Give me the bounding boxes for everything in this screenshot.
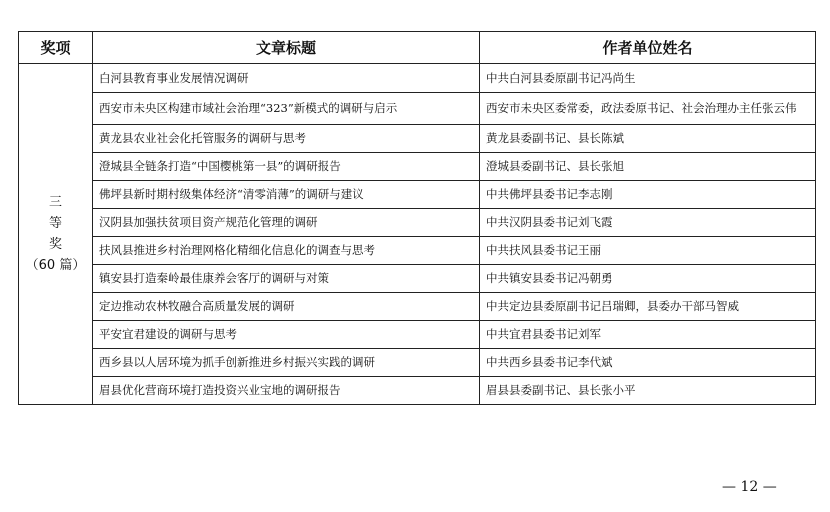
article-title: 镇安县打造秦岭最佳康养会客厅的调研与对策 xyxy=(93,265,480,293)
article-author: 中共宜君县委书记刘军 xyxy=(480,321,816,349)
article-title: 定边推动农林牧融合高质量发展的调研 xyxy=(93,293,480,321)
article-title: 白河县教育事业发展情况调研 xyxy=(93,64,480,93)
table-row xyxy=(19,349,816,377)
table-row xyxy=(19,321,816,349)
table-row xyxy=(19,153,816,181)
award-grade-cell xyxy=(19,64,93,405)
page-number: — 12 — xyxy=(722,479,777,495)
article-title: 西乡县以人居环境为抓手创新推进乡村振兴实践的调研 xyxy=(93,349,480,377)
article-author: 中共汉阴县委书记刘飞霞 xyxy=(480,209,816,237)
header-row xyxy=(19,32,816,64)
article-author: 眉县县委副书记、县长张小平 xyxy=(480,377,816,405)
header-award: 奖项 xyxy=(19,32,93,64)
article-author: 澄城县委副书记、县长张旭 xyxy=(480,153,816,181)
article-author: 西安市未央区委常委，政法委原书记、社会治理办主任张云伟 xyxy=(480,93,816,125)
article-title: 扶风县推进乡村治理网格化精细化信息化的调查与思考 xyxy=(93,237,480,265)
award-grade-line: 三 xyxy=(48,195,62,210)
article-title: 平安宜君建设的调研与思考 xyxy=(93,321,480,349)
article-title: 西安市未央区构建市域社会治理“323”新模式的调研与启示 xyxy=(93,93,480,125)
awards-table xyxy=(18,31,816,405)
article-title: 汉阴县加强扶贫项目资产规范化管理的调研 xyxy=(93,209,480,237)
award-count: （60 篇） xyxy=(25,258,86,273)
article-title: 黄龙县农业社会化托管服务的调研与思考 xyxy=(93,125,480,153)
article-author: 中共西乡县委书记李代斌 xyxy=(480,349,816,377)
table-row xyxy=(19,377,816,405)
header-title: 文章标题 xyxy=(93,32,480,64)
table-row xyxy=(19,64,816,93)
table-row xyxy=(19,265,816,293)
article-author: 黄龙县委副书记、县长陈斌 xyxy=(480,125,816,153)
article-author: 中共白河县委原副书记冯尚生 xyxy=(480,64,816,93)
article-title: 佛坪县新时期村级集体经济“清零消薄”的调研与建议 xyxy=(93,181,480,209)
header-author: 作者单位姓名 xyxy=(480,32,816,64)
award-grade-line: 等 xyxy=(48,216,62,231)
article-author: 中共扶风县委书记王丽 xyxy=(480,237,816,265)
table-row xyxy=(19,93,816,125)
article-author: 中共镇安县委书记冯朝勇 xyxy=(480,265,816,293)
article-title: 澄城县全链条打造“中国樱桃第一县”的调研报告 xyxy=(93,153,480,181)
table-row xyxy=(19,293,816,321)
award-grade-line: 奖 xyxy=(48,237,62,252)
table-row xyxy=(19,125,816,153)
article-title: 眉县优化营商环境打造投资兴业宝地的调研报告 xyxy=(93,377,480,405)
table-row xyxy=(19,209,816,237)
table-row xyxy=(19,181,816,209)
table-row xyxy=(19,237,816,265)
article-author: 中共佛坪县委书记李志刚 xyxy=(480,181,816,209)
article-author: 中共定边县委原副书记吕瑞卿，县委办干部马智威 xyxy=(480,293,816,321)
